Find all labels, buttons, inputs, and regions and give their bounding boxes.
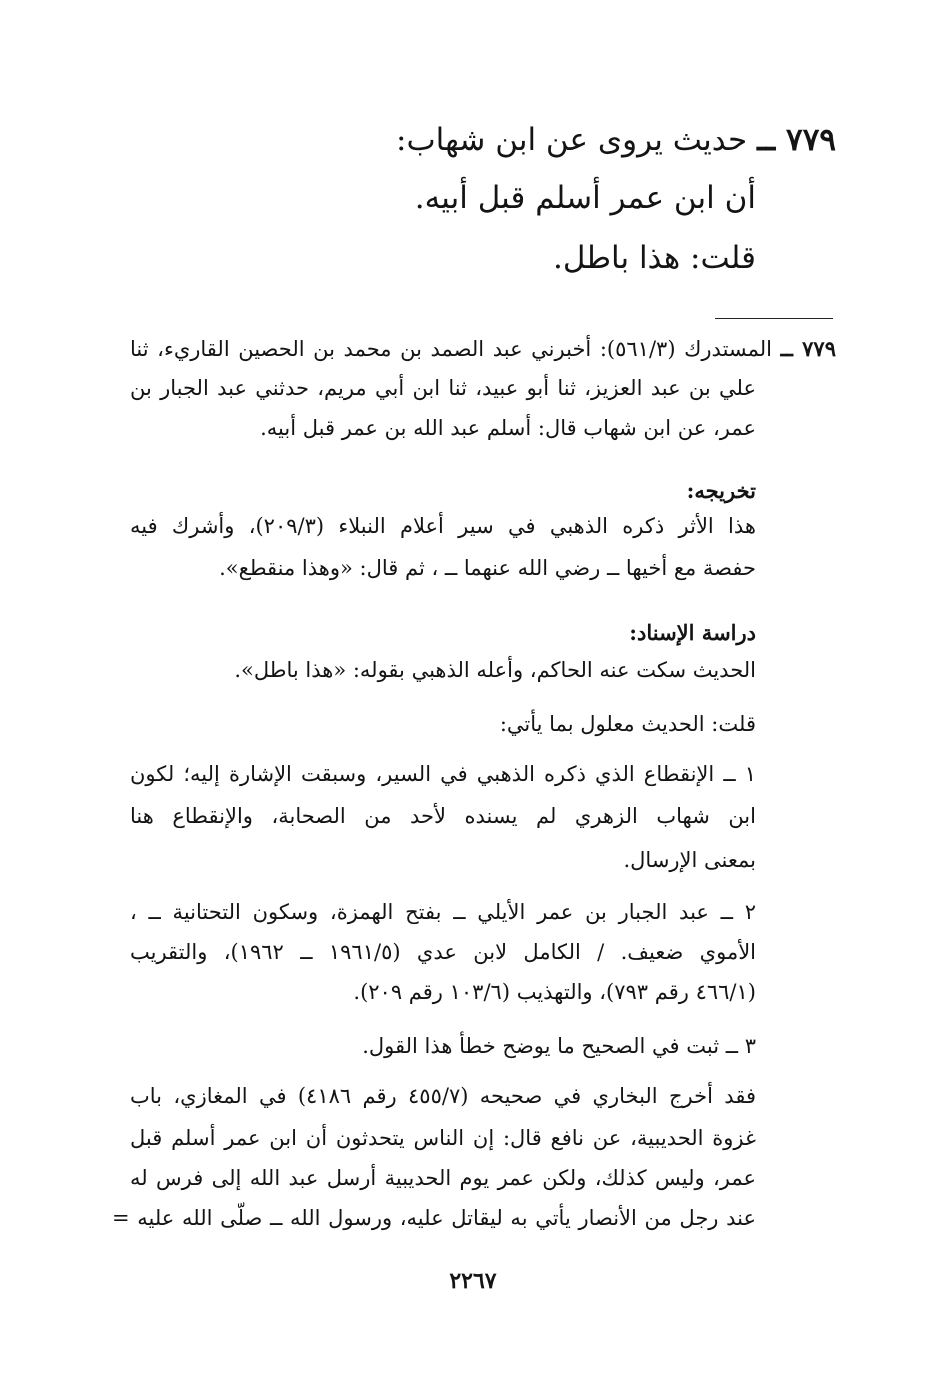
main-entry-line-1 [396, 122, 836, 158]
footnote-separator [715, 318, 833, 319]
main-entry-line-3: قلت: هذا باطل. [553, 240, 756, 276]
takhrij-line-2: حفصة مع أخيها ــ رضي الله عنهما ــ ، ثم قال: «وهذا منقطع». [219, 556, 756, 580]
main-entry-title: حديث يروى عن ابن شهاب: [396, 122, 748, 158]
qultu-line: قلت: الحديث معلول بما يأتي: [499, 712, 756, 736]
page-number: ٢٢٦٧ [449, 1268, 497, 1294]
main-entry-number: ٧٧٩ ــ [757, 122, 836, 158]
footnote-entry-number: ٧٧٩ ــ [780, 336, 836, 361]
dirasa-line: الحديث سكت عنه الحاكم، وأعله الذهبي بقوله: «هذا باطل». [234, 658, 756, 682]
footnote-source-line-1 [130, 336, 836, 361]
footnote-source-line-2: علي بن عبد العزيز، ثنا أبو عبيد، ثنا ابن أبي مريم، حدثني عبد الجبار بن [130, 376, 756, 400]
final-line-4: عند رجل من الأنصار يأتي به ليقاتل عليه، ورسول الله ــ صلّى الله عليه = [112, 1206, 756, 1230]
point1-line-2: ابن شهاب الزهري لم يسنده لأحد من الصحابة، والإنقطاع هنا [130, 804, 756, 828]
point2-line-1: ٢ ــ عبد الجبار بن عمر الأيلي ــ بفتح الهمزة، وسكون التحتانية ــ ، [130, 900, 756, 924]
footnote-source-text-1: المستدرك (٥٦١/٣): أخبرني عبد الصمد بن محمد بن الحصين القاريء، ثنا [130, 337, 773, 361]
final-line-3: عمر، وليس كذلك، ولكن عمر يوم الحديبية أرسل عبد الله إلى فرس له [130, 1166, 756, 1190]
point2-line-2: الأموي ضعيف. / الكامل لابن عدي (١٩٦١/٥ ــ ١٩٦٢)، والتقريب [130, 940, 756, 964]
final-line-2: غزوة الحديبية، عن نافع قال: إن الناس يتحدثون أن ابن عمر أسلم قبل [130, 1126, 756, 1150]
final-line-1: فقد أخرج البخاري في صحيحه (٤٥٥/٧ رقم ٤١٨٦) في المغازي، باب [130, 1084, 756, 1108]
point3-line: ٣ ــ ثبت في الصحيح ما يوضح خطأ هذا القول. [362, 1034, 756, 1058]
dirasa-heading: دراسة الإسناد: [629, 620, 756, 645]
point1-line-3: بمعنى الإرسال. [623, 848, 756, 872]
takhrij-heading: تخريجه: [686, 478, 756, 503]
point1-line-1: ١ ــ الإنقطاع الذي ذكره الذهبي في السير، وسبقت الإشارة إليه؛ لكون [130, 762, 756, 786]
takhrij-line-1: هذا الأثر ذكره الذهبي في سير أعلام النبلاء (٢٠٩/٣)، وأشرك فيه [130, 514, 756, 538]
main-entry-line-2: أن ابن عمر أسلم قبل أبيه. [414, 180, 756, 216]
footnote-source-line-3: عمر، عن ابن شهاب قال: أسلم عبد الله بن عمر قبل أبيه. [260, 416, 756, 440]
point2-line-3: (٤٦٦/١ رقم ٧٩٣)، والتهذيب (١٠٣/٦ رقم ٢٠٩). [353, 980, 756, 1004]
